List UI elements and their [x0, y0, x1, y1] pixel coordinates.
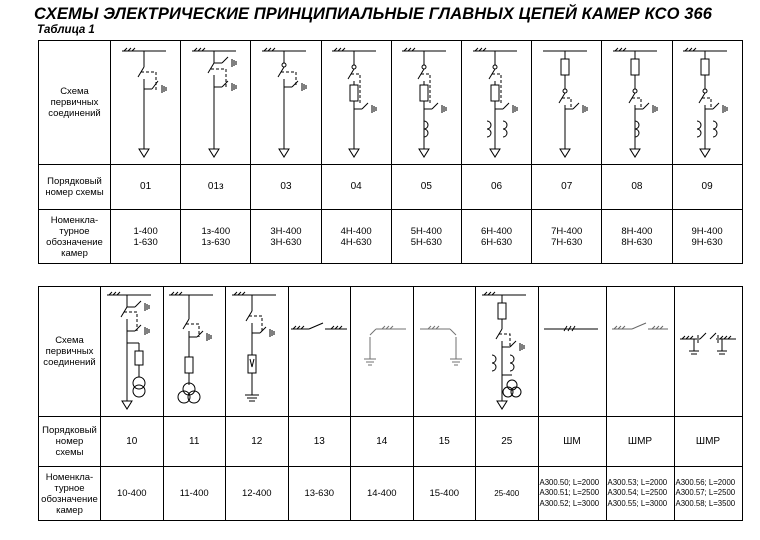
three-phase-transformer-icon: [165, 289, 223, 415]
order-row: [39, 165, 743, 210]
table-caption: Таблица 1: [37, 24, 95, 36]
order-number: ШМ: [538, 417, 606, 467]
scheme-cell-04: [321, 41, 391, 165]
scheme-cell-12: [226, 287, 289, 417]
order-number: 14: [351, 417, 414, 467]
switch-fuse-ct-icon: [396, 43, 456, 163]
order-row: [39, 417, 743, 467]
nomenclature-cell: 5Н-400 5Н-630: [391, 210, 461, 264]
row-label-scheme: Схема первичных соединений: [39, 41, 111, 165]
nomenclature-row: [39, 210, 743, 264]
scheme-row: [39, 287, 743, 417]
scheme-cell-05: [391, 41, 461, 165]
nomenclature-cell: 4Н-400 4Н-630: [321, 210, 391, 264]
scheme-cell-03: [251, 41, 321, 165]
row-label-nomenclature: Номенкла- турное обозначение камер: [39, 467, 101, 521]
nomenclature-cell: 7Н-400 7Н-630: [532, 210, 602, 264]
nomenclature-cell: 13-630: [288, 467, 351, 521]
scheme-cell-10: [101, 287, 164, 417]
scheme-cell-15: [413, 287, 476, 417]
order-number: 12: [226, 417, 289, 467]
nomenclature-cell: А300.50; L=2000 А300.51; L=2500 А300.52; L=3000: [538, 467, 606, 521]
order-number: 11: [163, 417, 226, 467]
nomenclature-cell: 1з-400 1з-630: [181, 210, 251, 264]
order-number: 06: [461, 165, 531, 210]
nomenclature-cell: А300.53; L=2000 А300.54; L=2500 А300.55; L=3000: [606, 467, 674, 521]
fuse-switch-earth-icon: [537, 43, 597, 163]
order-number: 09: [672, 165, 742, 210]
busbar-bridge-double-switch-icon: [676, 289, 740, 415]
order-number: 01з: [181, 165, 251, 210]
scheme-cell-13: [288, 287, 351, 417]
nomenclature-cell: 11-400: [163, 467, 226, 521]
row-label-nomenclature: Номенкла- турное обозначение камер: [39, 210, 111, 264]
arrester-earth-icon: [228, 289, 286, 415]
scheme-cell-shmr: [606, 287, 674, 417]
scheme-row: [39, 41, 743, 165]
scheme-cell-01z: [181, 41, 251, 165]
nomenclature-cell: 1-400 1-630: [111, 210, 181, 264]
row-label-order: Порядковый номер схемы: [39, 417, 101, 467]
schemes-table-1: [38, 40, 743, 264]
row-label-scheme: Схема первичных соединений: [39, 287, 101, 417]
disconnector-earth-icon: [116, 43, 176, 163]
sectional-switch-icon: [289, 289, 349, 415]
nomenclature-cell: 14-400: [351, 467, 414, 521]
fuse-switch-ct-icon: [607, 43, 667, 163]
order-number: 05: [391, 165, 461, 210]
scheme-cell-01: [111, 41, 181, 165]
switch-fuse-earth-icon: [326, 43, 386, 163]
nomenclature-row: [39, 467, 743, 521]
order-number: 15: [413, 417, 476, 467]
order-number: 04: [321, 165, 391, 210]
nomenclature-cell: А300.56; L=2000 А300.57; L=2500 А300.58; L=3500: [674, 467, 742, 521]
transformer-scheme-icon: [103, 289, 161, 415]
order-number: ШМР: [606, 417, 674, 467]
nomenclature-cell: 12-400: [226, 467, 289, 521]
earth-disconnector-right-icon: [414, 289, 474, 415]
busbar-bridge-icon: [540, 289, 604, 415]
schemes-table-2: [38, 286, 743, 521]
nomenclature-cell: 10-400: [101, 467, 164, 521]
scheme-cell-08: [602, 41, 672, 165]
scheme-cell-14: [351, 287, 414, 417]
fuse-switch-two-ct-icon: [677, 43, 737, 163]
nomenclature-cell: 8Н-400 8Н-630: [602, 210, 672, 264]
order-number: 13: [288, 417, 351, 467]
scheme-cell-09: [672, 41, 742, 165]
measuring-transformer-icon: [478, 289, 536, 415]
order-number: 08: [602, 165, 672, 210]
order-number: 03: [251, 165, 321, 210]
order-number: 25: [476, 417, 539, 467]
load-switch-earth-icon: [256, 43, 316, 163]
order-number: 10: [101, 417, 164, 467]
busbar-bridge-switch-icon: [608, 289, 672, 415]
switch-fuse-two-ct-icon: [467, 43, 527, 163]
scheme-cell-06: [461, 41, 531, 165]
scheme-cell-25: [476, 287, 539, 417]
nomenclature-cell: 3Н-400 3Н-630: [251, 210, 321, 264]
scheme-cell-shm: [538, 287, 606, 417]
order-number: 07: [532, 165, 602, 210]
double-earth-disconnector-icon: [186, 43, 246, 163]
nomenclature-cell: 15-400: [413, 467, 476, 521]
nomenclature-cell: 6Н-400 6Н-630: [461, 210, 531, 264]
scheme-cell-shmr-2: [674, 287, 742, 417]
scheme-cell-07: [532, 41, 602, 165]
page-title: СХЕМЫ ЭЛЕКТРИЧЕСКИЕ ПРИНЦИПИАЛЬНЫЕ ГЛАВНЫХ ЦЕПЕЙ КАМЕР КСО 366: [34, 5, 713, 23]
earth-disconnector-left-icon: [352, 289, 412, 415]
order-number: ШМР: [674, 417, 742, 467]
row-label-order: Порядковый номер схемы: [39, 165, 111, 210]
order-number: 01: [111, 165, 181, 210]
nomenclature-cell: 25-400: [476, 467, 539, 521]
nomenclature-cell: 9Н-400 9Н-630: [672, 210, 742, 264]
scheme-cell-11: [163, 287, 226, 417]
